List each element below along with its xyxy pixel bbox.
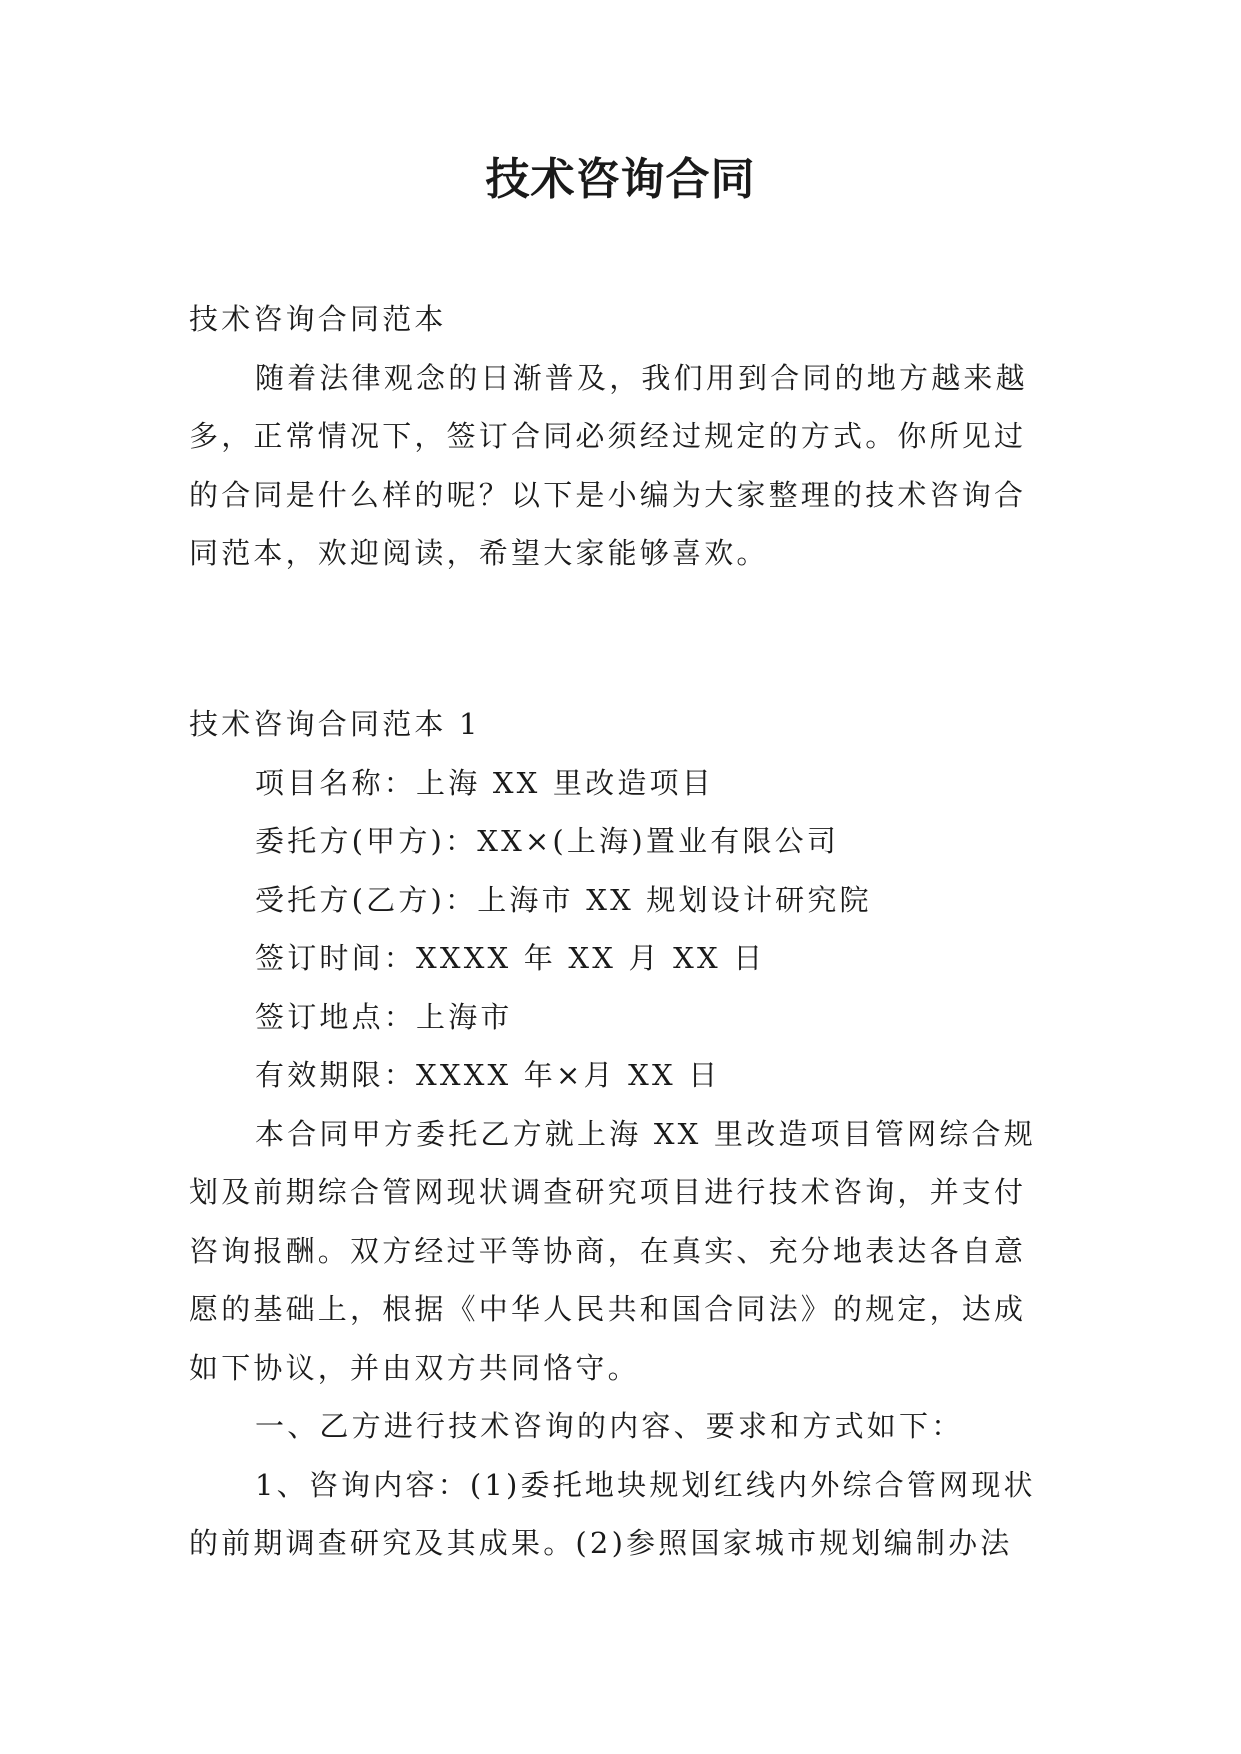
intro-section [189, 290, 1055, 583]
item1-paragraph: 1、咨询内容：(1)委托地块规划红线内外综合管网现状的前期调查研究及其成果。(2)参照国家城市规划编制办法 [189, 1467, 1036, 1560]
sample1-section [189, 695, 1055, 1573]
section1-heading: 一、乙方进行技术咨询的内容、要求和方式如下： [255, 1409, 964, 1443]
validity-line: 有效期限：XXXX 年×月 XX 日 [255, 1058, 721, 1092]
client-line: 委托方(甲方)：XX×(上海)置业有限公司 [255, 824, 840, 858]
intro-paragraph: 随着法律观念的日渐普及，我们用到合同的地方越来越多，正常情况下，签订合同必须经过规定的方式。你所见过的合同是什么样的呢？以下是小编为大家整理的技术咨询合同范本，欢迎阅读，希望大家能够喜欢。 [189, 360, 1028, 570]
contractor-line: 受托方(乙方)：上海市 XX 规划设计研究院 [255, 882, 872, 917]
sign-place-line: 签订地点：上海市 [255, 999, 513, 1034]
sign-time-line: 签订时间：XXXX 年 XX 月 XX 日 [255, 941, 766, 975]
preamble-paragraph: 本合同甲方委托乙方就上海 XX 里改造项目管网综合规划及前期综合管网现状调查研究项目进行技术咨询，并支付咨询报酬。双方经过平等协商，在真实、充分地表达各自意愿的基础上，根据《中华人民共和国合同法》的规定，达成如下协议，并由双方共同恪守。 [189, 1116, 1036, 1385]
project-name-line: 项目名称：上海 XX 里改造项目 [255, 765, 714, 800]
intro-heading: 技术咨询合同范本 [189, 302, 447, 336]
sample1-heading: 技术咨询合同范本 1 [189, 707, 481, 741]
document-title: 技术咨询合同 [485, 154, 756, 205]
